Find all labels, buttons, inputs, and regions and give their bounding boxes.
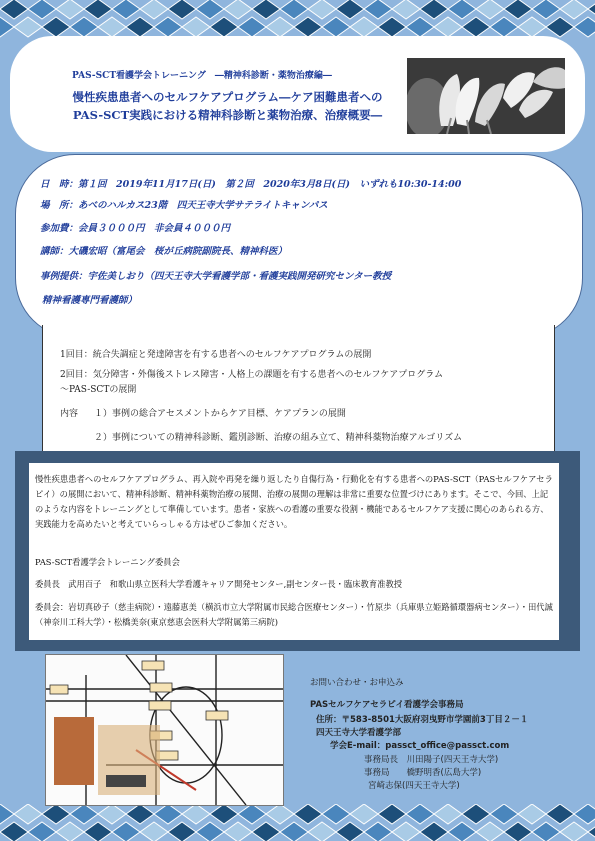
diamond-tile [182, 17, 210, 37]
diamond-tile [56, 822, 84, 841]
session-2-cont: ～PAS-SCTの展開 [60, 385, 137, 395]
railway-map [46, 655, 283, 805]
diamond-tile [252, 0, 280, 19]
diamond-tile [574, 804, 595, 824]
contact-address-2: 四天王寺大学看護学部 [316, 728, 402, 738]
series-title: PAS-SCT看護学会トレーニング ―精神科診断・薬物治療編― [72, 71, 332, 81]
diamond-tile [588, 822, 595, 841]
diamond-tile [280, 0, 308, 19]
contact-staff-3: 宮崎志保(四天王寺大学) [368, 781, 460, 791]
diamond-tile [434, 17, 462, 37]
diamond-tile [546, 804, 574, 824]
committee-members: 委員会：岩切真砂子（慈圭病院）・遠藤恵美（横浜市立大学附属市民総合医療センター）・竹原歩（兵庫県立姫路循環器病センター）・田代誠（神奈川工科大学）・松橋美奈(東京慈恵会医科大学附属第三病院) [35, 602, 553, 627]
diamond-tile [504, 822, 532, 841]
event-fee: 参加費：会員３０００円 非会員４０００円 [40, 223, 231, 234]
diamond-tile [322, 17, 350, 37]
main-title [50, 88, 405, 124]
event-lecturer: 講師：大磯宏昭（富尾会 桜が丘病院副院長、精神科医） [40, 246, 288, 257]
diamond-tile [350, 17, 378, 37]
diamond-tile [84, 0, 112, 19]
diamond-tile [574, 17, 595, 37]
diamond-tile [224, 822, 252, 841]
diamond-tile [14, 17, 42, 37]
diamond-tile [448, 822, 476, 841]
diamond-tile [224, 0, 252, 19]
content-item-2: ２）事例についての精神科診断、鑑別診断、治療の組み立て、精神科薬物治療アルゴリズム [94, 433, 463, 443]
diamond-tile [406, 17, 434, 37]
main-title-line-1: 慢性疾患患者へのセルフケアプログラム―ケア困難患者への [72, 90, 383, 104]
tulip-photo [407, 58, 565, 134]
diamond-tile [140, 0, 168, 19]
contact-email[interactable]: 学会E-mail：passct_office@passct.com [330, 741, 510, 751]
diamond-tile [504, 0, 532, 19]
content-label: 内容 [60, 409, 79, 419]
diamond-tile [266, 17, 294, 37]
contact-heading: お問い合わせ・お申込み [310, 678, 404, 688]
diamond-tile [476, 822, 504, 841]
content-item-1: １）事例の総合アセスメントからケア目標、ケアプランの展開 [94, 409, 346, 419]
committee-name: PAS-SCT看護学会トレーニング委員会 [35, 557, 180, 567]
contact-address: 住所：〒583-8501大阪府羽曳野市学園前3丁目２－１ [316, 715, 529, 725]
diamond-tile [476, 0, 504, 19]
diamond-tile [0, 17, 14, 37]
event-date: 日 時：第１回 2019年11月17日(日) 第２回 2020年3月8日(日) いずれも10:30-14:00 [40, 179, 462, 190]
diamond-tile [0, 804, 14, 824]
main-title-line-2: PAS-SCT実践における精神科診断と薬物治療、治療概要― [72, 108, 383, 122]
diamond-tile [378, 17, 406, 37]
diamond-tile [490, 17, 518, 37]
diamond-tile [560, 822, 588, 841]
diamond-tile [238, 17, 266, 37]
diamond-tile [378, 804, 406, 824]
diamond-tile [308, 822, 336, 841]
diamond-tile [462, 804, 490, 824]
diamond-tile [98, 17, 126, 37]
diamond-tile [210, 17, 238, 37]
contact-staff-2: 事務局 橋野明香(広島大学) [364, 768, 482, 778]
diamond-tile [294, 17, 322, 37]
diamond-tile [588, 0, 595, 19]
diamond-tile [0, 0, 28, 19]
diamond-tile [280, 822, 308, 841]
diamond-tile [112, 822, 140, 841]
session-1: 1回目：統合失調症と発達障害を有する患者へのセルフケアプログラムの展開 [60, 350, 372, 360]
diamond-tile [84, 822, 112, 841]
diamond-tile [252, 822, 280, 841]
event-venue: 場 所：あべのハルカス23階 四天王寺大学サテライトキャンパス [40, 200, 328, 211]
diamond-tile [364, 822, 392, 841]
diamond-tile [154, 17, 182, 37]
diamond-tile [518, 17, 546, 37]
diamond-tile [308, 0, 336, 19]
diamond-tile [420, 0, 448, 19]
diamond-tile [196, 822, 224, 841]
diamond-tile [168, 822, 196, 841]
diamond-tile [406, 804, 434, 824]
diamond-tile [56, 0, 84, 19]
event-case-provider: 事例提供：宇佐美しおり（四天王寺大学看護学部・看護実践開発研究センター教授 [40, 271, 392, 282]
diamond-tile [448, 0, 476, 19]
diamond-tile [434, 804, 462, 824]
diamond-tile [126, 17, 154, 37]
diamond-tile [196, 0, 224, 19]
diamond-tile [420, 822, 448, 841]
diamond-tile [392, 822, 420, 841]
diamond-tile [462, 17, 490, 37]
diamond-tile [14, 804, 42, 824]
description-paragraph: 慢性疾患患者へのセルフケアプログラム、再入院や再発を繰り返したり自傷行為・行動化を有する患者へのPAS-SCT（PASセルフケアセラピイ）の展開において、精神科診断、精神科薬物治療の展開、治療の展開の理解は非常に重要な位置づけにあります。そこで、今回、上記のような内容をトレーニングとして準備しています。患者・家族への看護の重要な役割・機能であるセルフケア支援に関心のあられる方、実践能力を高めたいと考えていらっしゃる方はぜひご参加ください。 [35, 474, 553, 529]
session-2: 2回目：気分障害・外傷後ストレス障害・人格上の課題を有する患者へのセルフケアプログラム [60, 370, 444, 380]
diamond-tile [336, 0, 364, 19]
contact-office: PASセルフケアセラピイ看護学会事務局 [310, 700, 464, 710]
bottom-diamond-band [0, 804, 595, 841]
diamond-tile [112, 0, 140, 19]
diamond-tile [364, 0, 392, 19]
diamond-tile [28, 0, 56, 19]
contact-staff-1: 事務局長 川田陽子(四天王寺大学) [364, 755, 499, 765]
diamond-tile [0, 822, 28, 841]
diamond-tile [140, 822, 168, 841]
diamond-tile [350, 804, 378, 824]
access-map [45, 654, 284, 806]
diamond-tile [560, 0, 588, 19]
harukas-photo [54, 717, 94, 785]
top-diamond-band [0, 0, 595, 40]
diamond-tile [392, 0, 420, 19]
committee-chair: 委員長 武用百子 和歌山県立医科大学看護キャリア開発センター,副センター長・臨床教育准教授 [35, 579, 403, 589]
diamond-tile [336, 822, 364, 841]
diamond-tile [322, 804, 350, 824]
diamond-tile [532, 0, 560, 19]
diamond-tile [532, 822, 560, 841]
event-case-provider-cont: 精神看護専門看護師） [42, 295, 138, 306]
diamond-tile [42, 17, 70, 37]
diamond-tile [70, 17, 98, 37]
diamond-tile [294, 804, 322, 824]
diamond-tile [490, 804, 518, 824]
diamond-tile [168, 0, 196, 19]
diamond-tile [546, 17, 574, 37]
diamond-tile [28, 822, 56, 841]
diamond-tile [518, 804, 546, 824]
